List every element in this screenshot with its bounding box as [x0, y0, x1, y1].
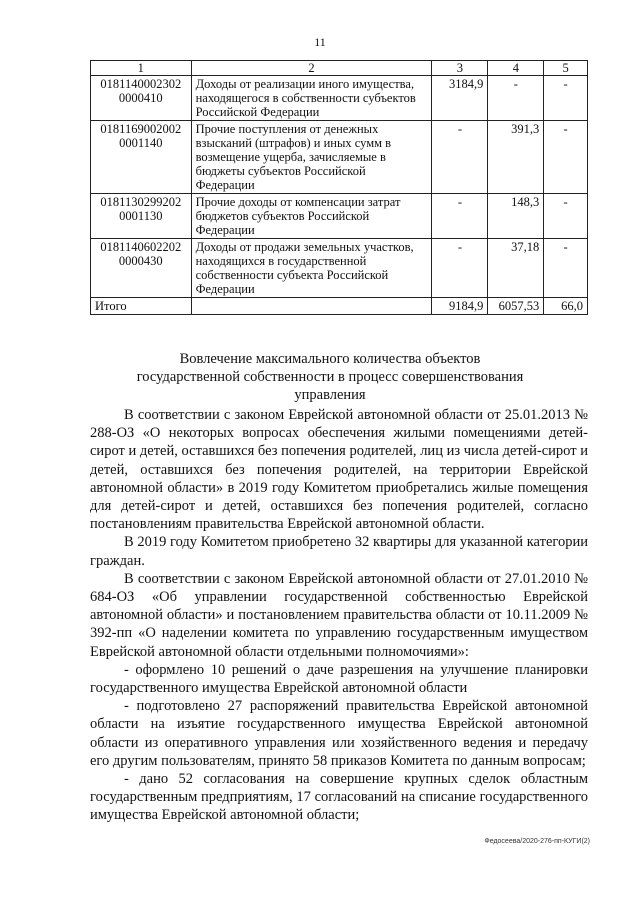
- value-cell: -: [432, 239, 488, 298]
- total-value: 66,0: [544, 298, 588, 315]
- total-label: Итого: [91, 298, 192, 315]
- paragraph: - оформлено 10 решений о даче разрешения на улучшение планировки государственного имущества Еврейской автономной области: [90, 661, 588, 697]
- value-cell: -: [432, 121, 488, 194]
- section-heading: Вовлечение максимального количества объектов государственной собственности в процесс совершенствования управления: [136, 351, 524, 403]
- footer-note: Федосеева/2020-276-пп-КУГИ(2): [484, 838, 590, 845]
- value-cell: -: [488, 76, 544, 121]
- code-cell: 0181140602202 0000430: [91, 239, 192, 298]
- table-row: [91, 194, 588, 239]
- value-cell: 3184,9: [432, 76, 488, 121]
- revenue-table: [90, 60, 588, 315]
- paragraph: В соответствии с законом Еврейской автономной области от 25.01.2013 № 288-ОЗ «О некоторых вопросах обеспечения жилыми помещениями детей-сирот и детей, оставшихся без попечения родителей, лиц из числа детей-сирот и детей, оставшихся без попечения родителей, на территории Еврейской автономной области» в 2019 году Комитетом приобретались жилые помещения для детей-сирот и детей, оставшихся без попечения родителей, согласно постановлениям правительства Еврейской автономной области.: [90, 407, 588, 533]
- header-cell: 1: [91, 61, 192, 76]
- table-row: [91, 239, 588, 298]
- total-empty-cell: [191, 298, 432, 315]
- description-cell: Прочие доходы от компенсации затрат бюджетов субъектов Российской Федерации: [191, 194, 432, 239]
- code-cell: 0181130299202 0001130: [91, 194, 192, 239]
- page-number: 11: [314, 35, 326, 49]
- description-cell: Прочие поступления от денежных взысканий (штрафов) и иных сумм в возмещение ущерба, зачисляемые в бюджеты субъектов Российской Федерации: [191, 121, 432, 194]
- total-value: 9184,9: [432, 298, 488, 315]
- paragraph: - подготовлено 27 распоряжений правительства Еврейской автономной области на изъятие государственного имущества Еврейской автономной области из оперативного управления или хозяйственного ведения и передачу его другим пользователям, принято 58 приказов Комитета по данным вопросам;: [90, 698, 588, 769]
- value-cell: -: [544, 121, 588, 194]
- total-row: [91, 298, 588, 315]
- code-cell: 0181169002002 0001140: [91, 121, 192, 194]
- table-row: [91, 121, 588, 194]
- header-cell: 3: [432, 61, 488, 76]
- header-cell: 5: [544, 61, 588, 76]
- value-cell: 37,18: [488, 239, 544, 298]
- value-cell: 148,3: [488, 194, 544, 239]
- header-cell: 4: [488, 61, 544, 76]
- total-value: 6057,53: [488, 298, 544, 315]
- description-cell: Доходы от продажи земельных участков, находящихся в государственной собственности субъекта Российской Федерации: [191, 239, 432, 298]
- paragraph: В соответствии с законом Еврейской автономной области от 27.01.2010 № 684-ОЗ «Об управлении государственной собственностью Еврейской автономной области» и постановлением правительства области от 10.11.2009 № 392-пп «О наделении комитета по управлению государственным имуществом Еврейской автономной области отдельными полномочиями»:: [90, 570, 588, 660]
- table-header-row: [91, 61, 588, 76]
- value-cell: -: [544, 194, 588, 239]
- paragraph: - дано 52 согласования на совершение крупных сделок областным государственным предприятиям, 17 согласований на списание государственного имущества Еврейской автономной области;: [90, 771, 588, 824]
- code-cell: 0181140002302 0000410: [91, 76, 192, 121]
- table-row: [91, 76, 588, 121]
- description-cell: Доходы от реализации иного имущества, находящегося в собственности субъектов Российской Федерации: [191, 76, 432, 121]
- body-text: [90, 406, 588, 825]
- value-cell: -: [544, 239, 588, 298]
- paragraph: В 2019 году Комитетом приобретено 32 квартиры для указанной категории граждан.: [90, 534, 588, 569]
- value-cell: 391,3: [488, 121, 544, 194]
- header-cell: 2: [191, 61, 432, 76]
- value-cell: -: [544, 76, 588, 121]
- value-cell: -: [432, 194, 488, 239]
